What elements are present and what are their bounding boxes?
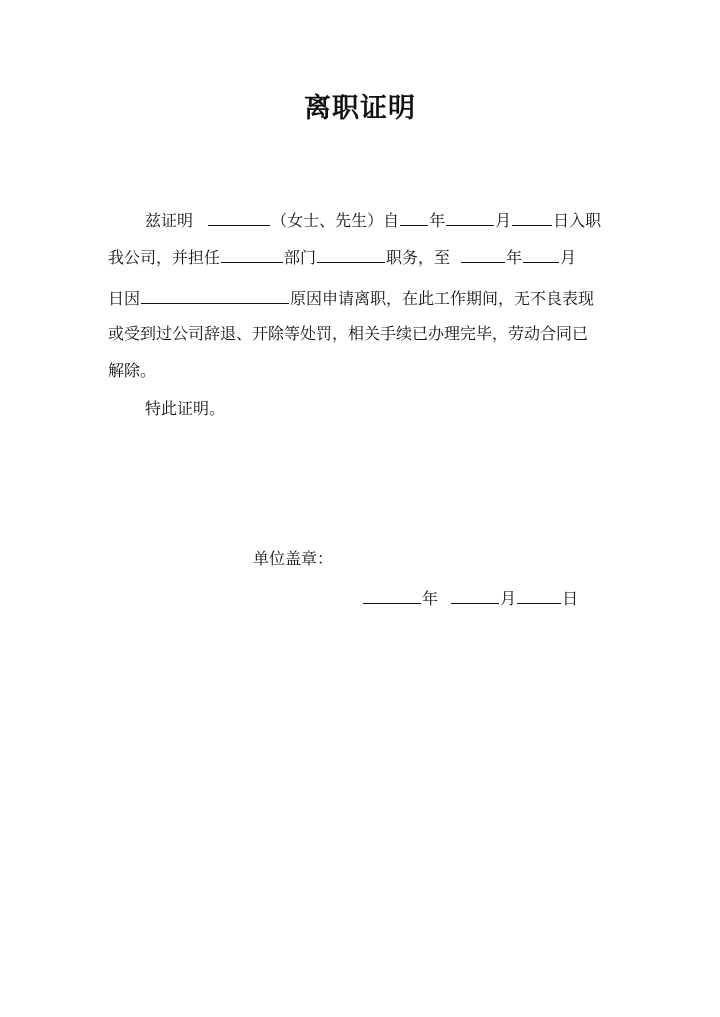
text-sign-year: 年 [422, 589, 439, 608]
leave-month-blank[interactable] [523, 245, 559, 263]
document-title: 离职证明 [304, 93, 416, 124]
department-blank[interactable] [221, 245, 283, 263]
text-leave-year: 年 [506, 248, 523, 267]
text-sign-day: 日 [562, 589, 579, 608]
closing-text: 特此证明。 [145, 399, 226, 418]
body-line-4: 或受到过公司辞退、开除等处罚，相关手续已办理完毕，劳动合同已 [108, 324, 589, 343]
text-day-cause: 日因 [108, 289, 141, 308]
reason-blank[interactable] [141, 286, 289, 304]
text-year: 年 [429, 211, 446, 230]
text-month: 月 [495, 211, 512, 230]
body-line-5: 解除。 [108, 361, 157, 380]
join-month-blank[interactable] [446, 208, 494, 226]
text-gender: （女士、先生）自 [271, 211, 400, 230]
text-sign-month: 月 [500, 589, 517, 608]
body-line-2 [108, 245, 576, 269]
sign-month-blank[interactable] [451, 586, 499, 604]
text-reason: 原因申请离职，在此工作期间，无不良表现 [290, 289, 595, 308]
name-blank[interactable] [208, 208, 270, 226]
join-day-blank[interactable] [512, 208, 552, 226]
join-year-blank[interactable] [400, 208, 428, 226]
sign-day-blank[interactable] [517, 586, 561, 604]
seal-label: 单位盖章： [253, 549, 334, 568]
text-join: 日入职 [553, 211, 602, 230]
leave-year-blank[interactable] [461, 245, 505, 263]
body-line-1 [145, 208, 601, 232]
text-certify: 兹证明 [145, 211, 194, 230]
body-line-3 [108, 286, 594, 310]
text-position-intro: 我公司，并担任 [108, 248, 221, 267]
signature-date [362, 586, 578, 610]
text-department: 部门 [284, 248, 317, 267]
job-blank[interactable] [317, 245, 385, 263]
sign-year-blank[interactable] [363, 586, 421, 604]
text-job: 职务，至 [386, 248, 451, 267]
text-leave-month: 月 [560, 248, 577, 267]
